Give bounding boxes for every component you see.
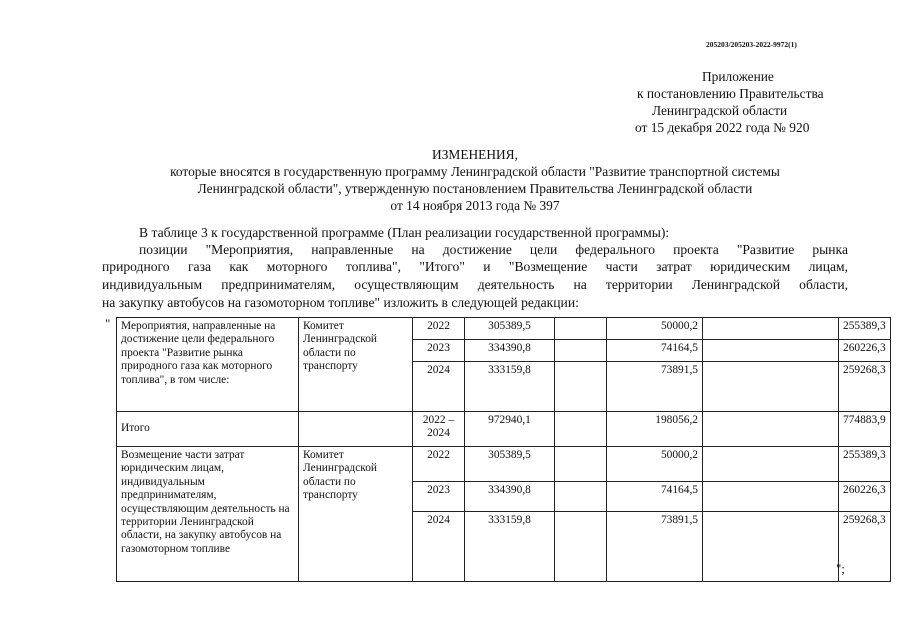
federal-budget-cell — [555, 340, 607, 362]
table-row — [117, 447, 891, 482]
other-sources-cell: 259268,3 — [839, 512, 891, 582]
paragraph-2-line-3: индивидуальным предпринимателям, осуществляющим деятельность на территории Ленинградской области, — [102, 277, 848, 292]
heading-line-3: от 14 ноября 2013 года № 397 — [390, 198, 560, 213]
executor-cell: Комитет Ленинградской области по транспорту — [299, 447, 413, 582]
appendix-line-3: Ленинградской области — [652, 103, 788, 118]
federal-budget-cell — [555, 482, 607, 512]
local-budget-cell — [703, 512, 839, 582]
other-sources-cell: 259268,3 — [839, 362, 891, 412]
close-quote: "; — [836, 561, 845, 576]
federal-budget-cell — [555, 362, 607, 412]
federal-budget-cell — [555, 447, 607, 482]
appendix-line-1: Приложение — [702, 69, 774, 84]
total-cell: 333159,8 — [465, 512, 555, 582]
executor-cell: Комитет Ленинградской области по транспорту — [299, 318, 413, 412]
total-cell: 334390,8 — [465, 482, 555, 512]
year-cell: 2023 — [413, 482, 465, 512]
year-cell: 2022 — [413, 318, 465, 340]
local-budget-cell — [703, 340, 839, 362]
local-budget-cell — [703, 482, 839, 512]
total-cell: 333159,8 — [465, 362, 555, 412]
regional-budget-cell: 73891,5 — [607, 362, 703, 412]
heading-line-1: которые вносятся в государственную программу Ленинградской области "Развитие транспортной системы — [170, 164, 780, 179]
local-budget-cell — [703, 447, 839, 482]
other-sources-cell: 260226,3 — [839, 340, 891, 362]
year-cell: 2023 — [413, 340, 465, 362]
federal-budget-cell — [555, 318, 607, 340]
regional-budget-cell: 50000,2 — [607, 318, 703, 340]
activity-name-cell: Итого — [117, 412, 299, 447]
local-budget-cell — [703, 412, 839, 447]
total-cell: 972940,1 — [465, 412, 555, 447]
other-sources-cell: 260226,3 — [839, 482, 891, 512]
federal-budget-cell — [555, 512, 607, 582]
total-cell: 305389,5 — [465, 318, 555, 340]
regional-budget-cell: 198056,2 — [607, 412, 703, 447]
paragraph-1: В таблице 3 к государственной программе (План реализации государственной программы): — [139, 225, 670, 240]
open-quote: " — [105, 316, 111, 331]
other-sources-cell: 255389,3 — [839, 318, 891, 340]
paragraph-2-line-1: позиции "Мероприятия, направленные на достижение цели федерального проекта "Развитие рынка — [139, 242, 848, 257]
appendix-line-2: к постановлению Правительства — [637, 86, 824, 101]
table-row — [117, 412, 891, 447]
total-cell: 305389,5 — [465, 447, 555, 482]
regional-budget-cell: 73891,5 — [607, 512, 703, 582]
year-cell: 2022 — [413, 447, 465, 482]
table-row — [117, 318, 891, 340]
activity-name-cell: Возмещение части затрат юридическим лицам, индивидуальным предпринимателям, осуществляющим деятельность на территории Ленинградской области, на закупку автобусов на газомоторном топливе — [117, 447, 299, 582]
regional-budget-cell: 74164,5 — [607, 340, 703, 362]
year-cell: 2024 — [413, 362, 465, 412]
year-cell: 2022 – 2024 — [413, 412, 465, 447]
other-sources-cell: 774883,9 — [839, 412, 891, 447]
appendix-line-4: от 15 декабря 2022 года № 920 — [635, 120, 810, 135]
document-id: 205203/205203-2022-9972(1) — [706, 40, 797, 49]
activity-name-cell: Мероприятия, направленные на достижение цели федерального проекта "Развитие рынка природного газа как моторного топлива", в том числе: — [117, 318, 299, 412]
other-sources-cell: 255389,3 — [839, 447, 891, 482]
total-cell: 334390,8 — [465, 340, 555, 362]
heading-title: ИЗМЕНЕНИЯ, — [432, 147, 518, 162]
executor-cell — [299, 412, 413, 447]
paragraph-2-line-4: на закупку автобусов на газомоторном топливе" изложить в следующей редакции: — [102, 295, 579, 310]
local-budget-cell — [703, 362, 839, 412]
paragraph-2-line-2: природного газа как моторного топлива", "Итого" и "Возмещение части затрат юридическим лицам, — [102, 259, 848, 274]
local-budget-cell — [703, 318, 839, 340]
year-cell: 2024 — [413, 512, 465, 582]
federal-budget-cell — [555, 412, 607, 447]
heading-line-2: Ленинградской области", утвержденную постановлением Правительства Ленинградской области — [197, 181, 753, 196]
plan-table — [116, 317, 891, 582]
regional-budget-cell: 50000,2 — [607, 447, 703, 482]
regional-budget-cell: 74164,5 — [607, 482, 703, 512]
